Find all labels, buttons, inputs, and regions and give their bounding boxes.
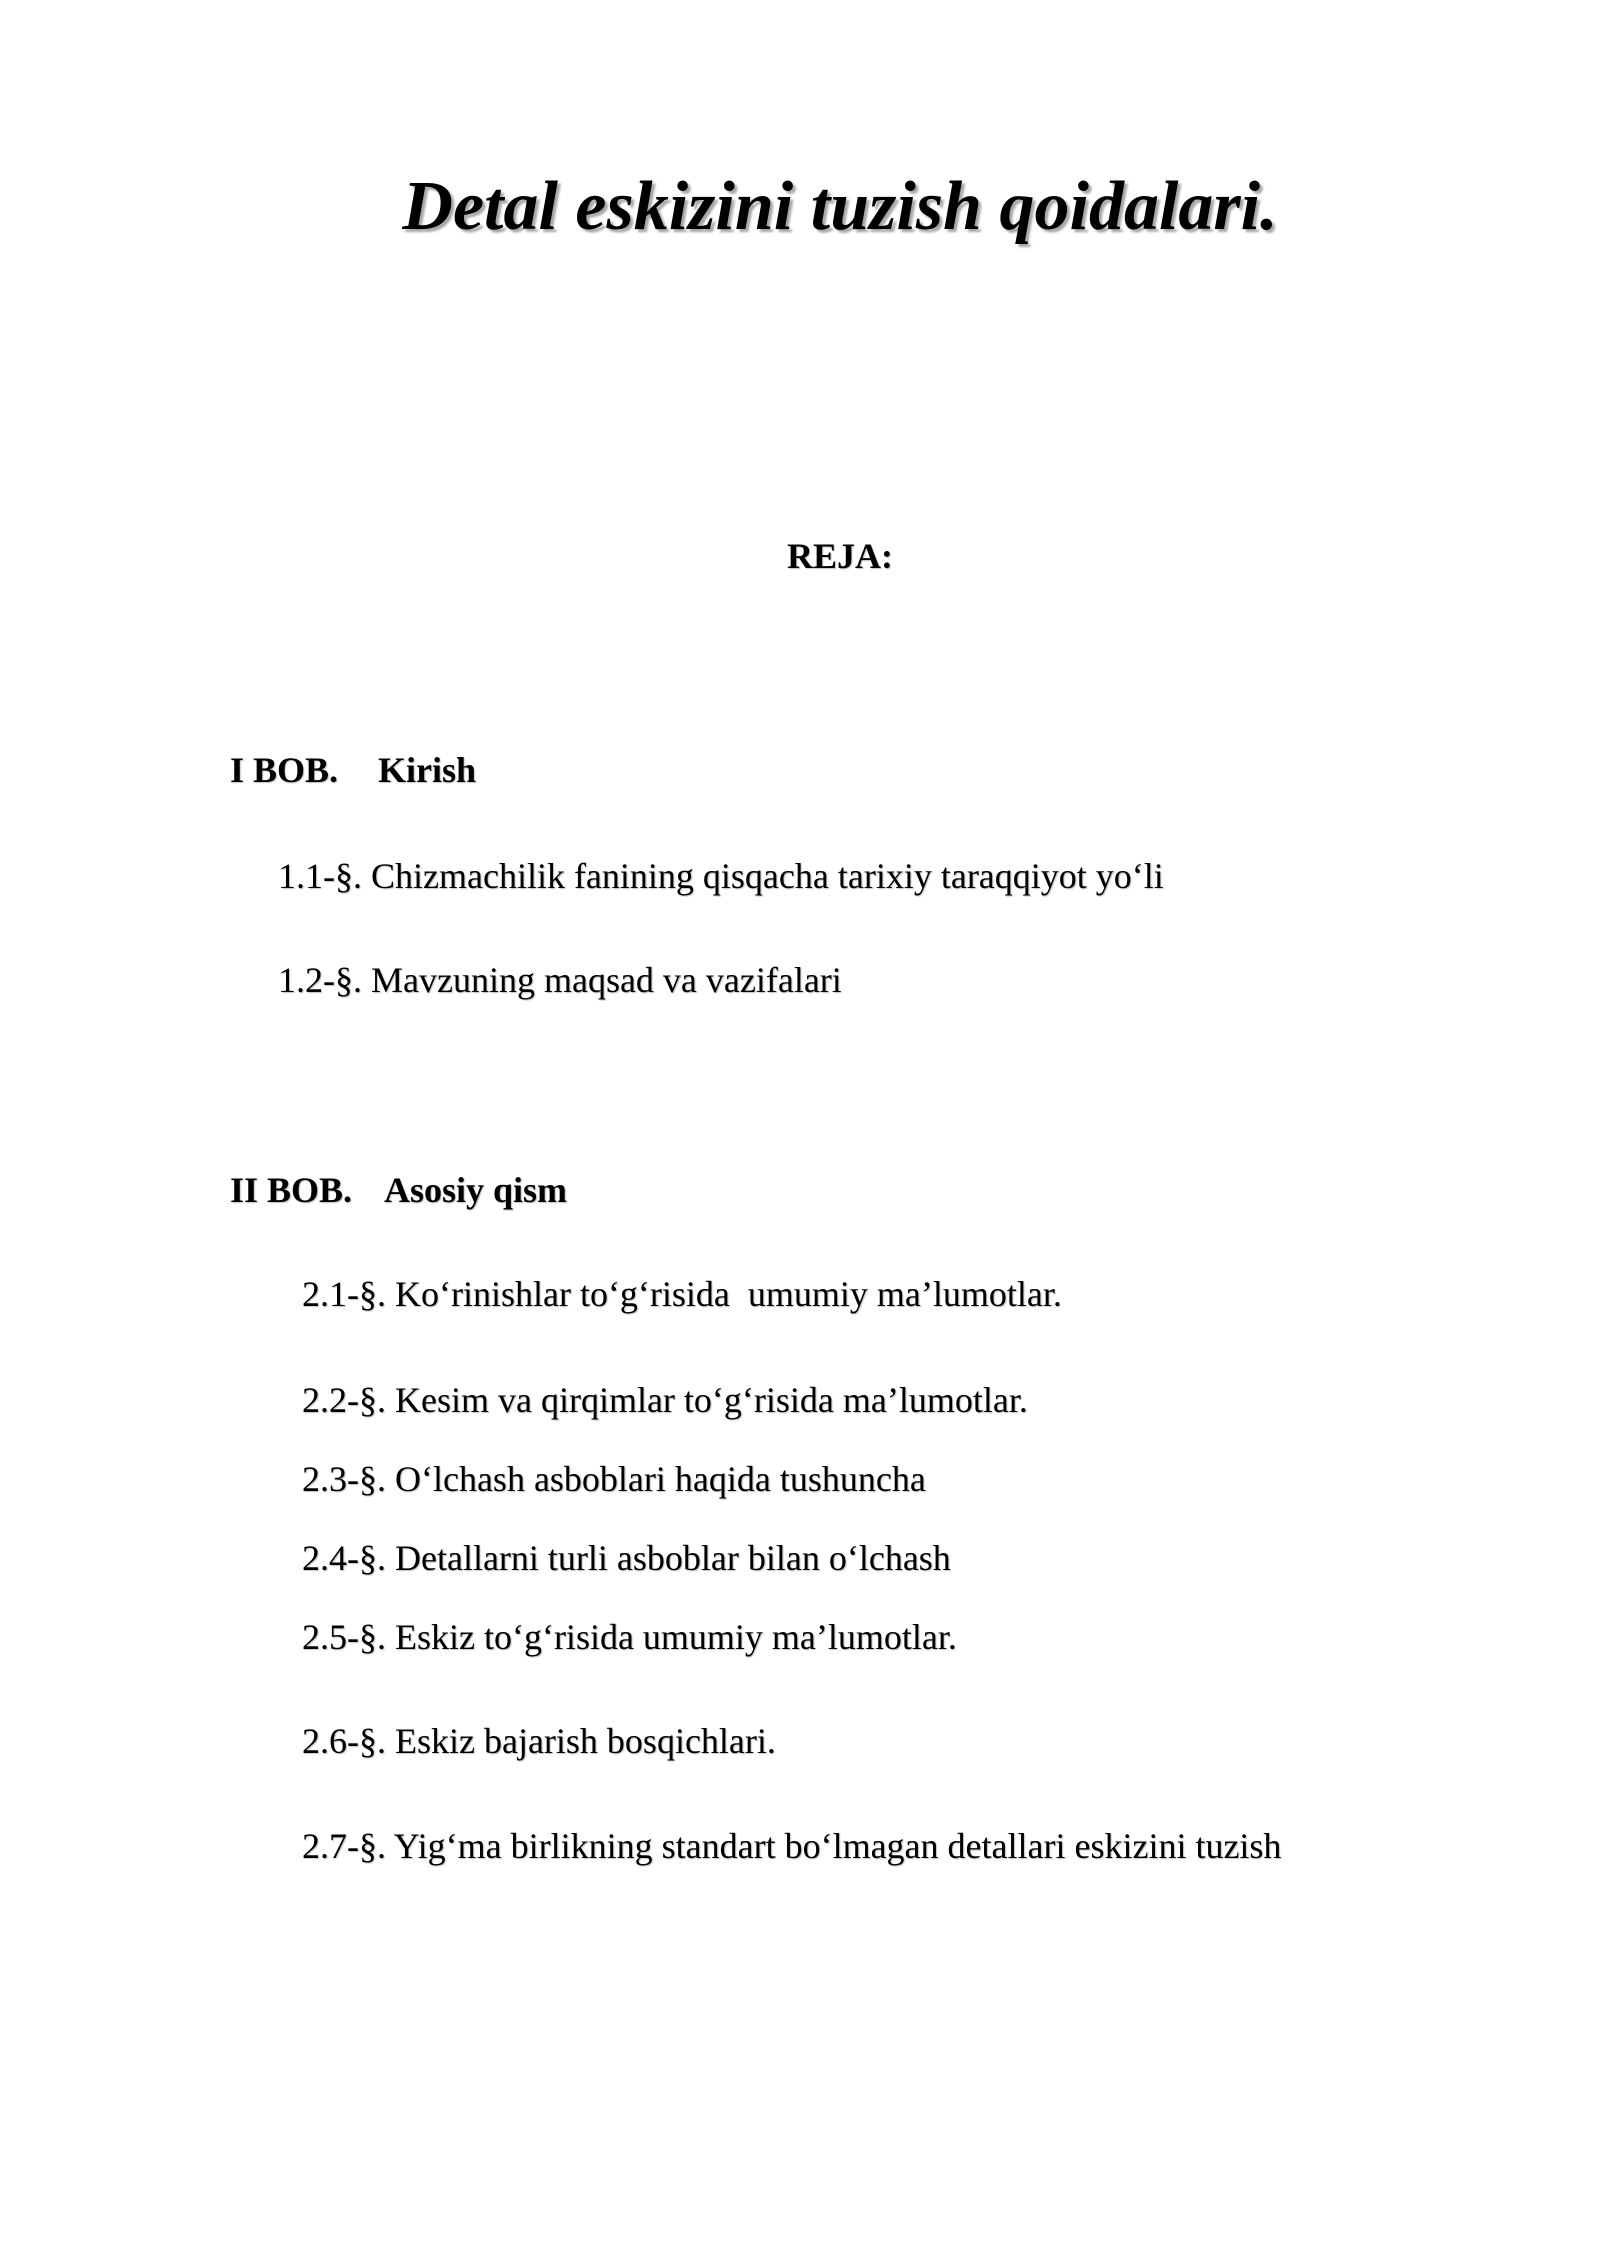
- chapter-2-heading: [230, 1172, 567, 1208]
- toc-item-2-1: 2.1-§. Ko‘rinishlar to‘g‘risida umumiy ma’lumotlar.: [302, 1274, 1062, 1314]
- toc-item-2-7: 2.7-§. Yig‘ma birlikning standart bo‘lmagan detallari eskizini tuzish: [302, 1826, 1282, 1866]
- toc-item-2-6: 2.6-§. Eskiz bajarish bosqichlari.: [302, 1721, 776, 1761]
- plan-heading: REJA:: [787, 536, 893, 576]
- toc-item-2-5: 2.5-§. Eskiz to‘g‘risida umumiy ma’lumotlar.: [302, 1617, 957, 1657]
- chapter-2-number: II BOB.: [230, 1170, 353, 1210]
- toc-item-2-3: 2.3-§. O‘lchash asboblari haqida tushuncha: [302, 1459, 926, 1499]
- chapter-1-number: I BOB.: [230, 750, 339, 790]
- toc-item-2-2: 2.2-§. Kesim va qirqimlar to‘g‘risida ma’lumotlar.: [302, 1380, 1028, 1420]
- chapter-1-name: Kirish: [378, 750, 477, 790]
- toc-item-2-4: 2.4-§. Detallarni turli asboblar bilan o‘lchash: [302, 1538, 951, 1578]
- toc-item-1-2: 1.2-§. Mavzuning maqsad va vazifalari: [278, 960, 842, 1000]
- toc-item-1-1: 1.1-§. Chizmachilik fanining qisqacha tarixiy taraqqiyot yo‘li: [278, 856, 1164, 896]
- document-title: Detal eskizini tuzish qoidalari.: [402, 168, 1278, 245]
- chapter-2-name: Asosiy qism: [384, 1170, 568, 1210]
- chapter-1-heading: [230, 752, 476, 788]
